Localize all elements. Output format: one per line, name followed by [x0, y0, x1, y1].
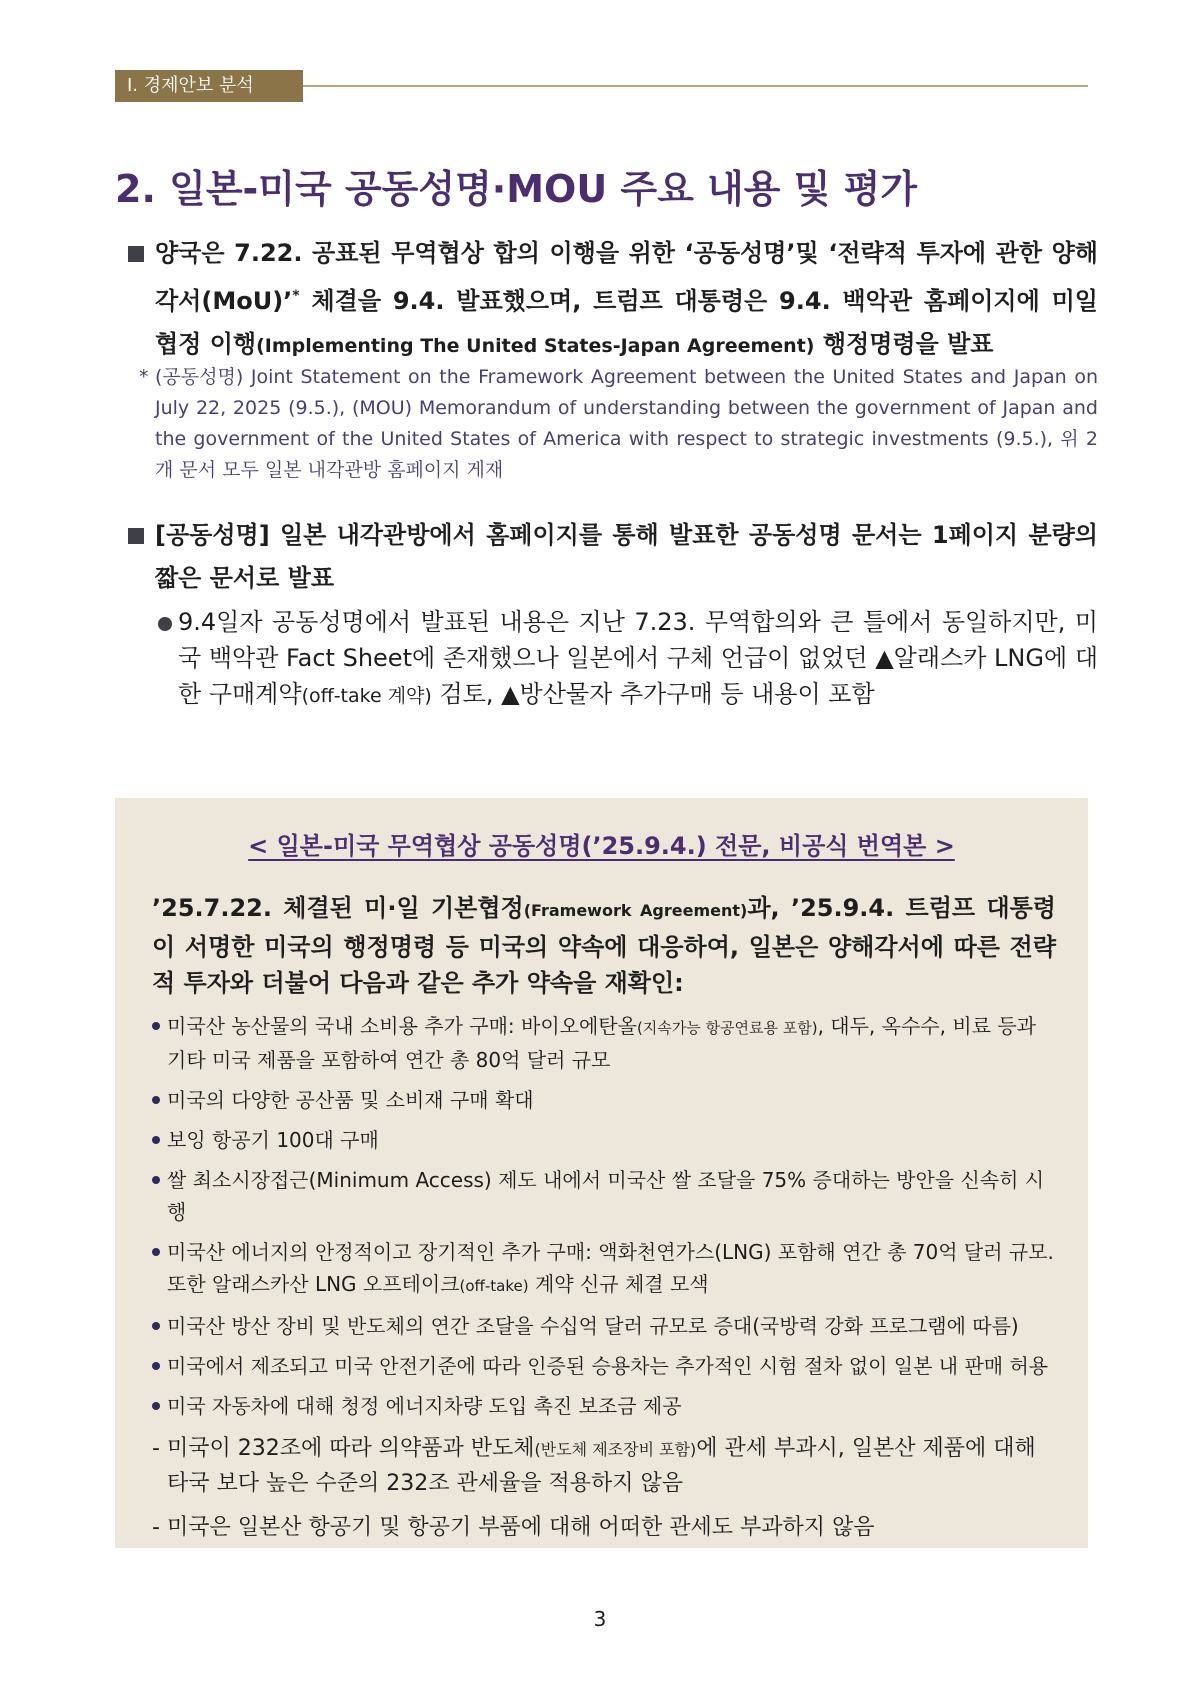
bullet-dot-icon	[152, 1362, 160, 1370]
footnote-star: *	[139, 366, 149, 388]
list-item: 보잉 항공기 100대 구매	[152, 1124, 1056, 1156]
list-item: 미국산 농산물의 국내 소비용 추가 구매: 바이오에탄올(지속가능 항공연료용 포함), 대두, 옥수수, 비료 등과 기타 미국 제품을 포함하여 연간 총 80억 달러 규모	[152, 1010, 1056, 1076]
bullet-dot-icon	[152, 1322, 160, 1330]
square-bullet-icon	[128, 246, 144, 262]
sub-bullet-part2: 검토, ▲방산물자 추가구매 등 내용이 포함	[431, 680, 875, 708]
box-intro-small: (Framework Agreement)	[523, 901, 748, 920]
box-intro-part1: ’25.7.22. 체결된 미·일 기본협정	[152, 894, 524, 922]
box-intro	[152, 890, 1056, 1001]
dash-mark-icon: -	[152, 1436, 160, 1461]
list-item: 미국의 다양한 공산품 및 소비재 구매 확대	[152, 1084, 1056, 1116]
bullet-dot-icon	[152, 1176, 160, 1184]
dash-item: - 미국이 232조에 따라 의약품과 반도체(반도체 제조장비 포함)에 관세 부과시, 일본산 제품에 대해 타국 보다 높은 수준의 232조 관세율을 적용하지 않음	[152, 1432, 1056, 1501]
section-tag: Ⅰ. 경제안보 분석	[115, 70, 303, 102]
sub-bullet-text	[178, 604, 1098, 714]
box-title: < 일본-미국 무역협상 공동성명(’25.9.4.) 전문, 비공식 번역본 >	[248, 832, 955, 860]
bullet-dot-icon	[152, 1096, 160, 1104]
dash-mark-icon: -	[152, 1515, 160, 1540]
bullet-2-text: [공동성명] 일본 내각관방에서 홈페이지를 통해 발표한 공동성명 문서는 1페이지 분량의 짧은 문서로 발표	[155, 521, 1098, 592]
bullet-1-part1: 양국은 7.22. 공표된 무역협상 합의 이행을 위한 ‘공동성명’및 ‘전략적 투자에 관한 양해각서(MoU)’	[155, 239, 1098, 315]
commitment-list	[152, 1010, 1056, 1545]
bullet-1	[128, 232, 1098, 368]
bullet-1-text	[155, 232, 1098, 368]
bullet-dot-icon	[152, 1402, 160, 1410]
bullet-1-part2: 체결을 9.4. 발표했으며, 트럼프 대통령은 9.4. 백악관 홈페이지에 미일 협정 이행	[155, 287, 1098, 358]
bullet-dot-icon	[152, 1248, 160, 1256]
list-item: 미국에서 제조되고 미국 안전기준에 따라 인증된 승용차는 추가적인 시험 절차 없이 일본 내 판매 허용	[152, 1350, 1056, 1382]
box-intro-part2: 과, ’25.9.4. 트럼프 대통령이 서명한 미국의 행정명령 등 미국의 약속에 대응하여, 일본은 양해각서에 따른 전략적 투자와 더불어 다음과 같은 추가 약속을 재확인:	[152, 894, 1056, 997]
bullet-2	[128, 514, 1098, 600]
list-item: 미국산 에너지의 안정적이고 장기적인 추가 구매: 액화천연가스(LNG) 포함해 연간 총 70억 달러 규모. 또한 알래스카산 LNG 오프테이크(off-take) 계약 신규 체결 모색	[152, 1236, 1056, 1302]
round-bullet-icon	[158, 617, 172, 631]
footnote	[139, 362, 1098, 486]
bullet-dot-icon	[152, 1022, 160, 1030]
list-item: 쌀 최소시장접근(Minimum Access) 제도 내에서 미국산 쌀 조달을 75% 증대하는 방안을 신속히 시행	[152, 1164, 1056, 1228]
list-item: 미국산 방산 장비 및 반도체의 연간 조달을 수십억 달러 규모로 증대(국방력 강화 프로그램에 따름)	[152, 1310, 1056, 1342]
square-bullet-icon	[128, 528, 144, 544]
bullet-1-part3: 행정명령을 발표	[814, 330, 994, 358]
translation-box	[115, 798, 1088, 1548]
page-number: 3	[593, 1607, 607, 1631]
footnote-text: (공동성명) Joint Statement on the Framework Agreement between the United States and Japan on July 22, 2025 (9.5.), (MOU) Memorandum of understanding between the government of Japan and the government of the United States of America with respect to strategic investments (9.5.), 위 2개 문서 모두 일본 내각관방 홈페이지 게재	[155, 366, 1098, 481]
list-item: 미국 자동차에 대해 청정 에너지차량 도입 촉진 보조금 제공	[152, 1390, 1056, 1422]
sub-bullet-part1: 9.4일자 공동성명에서 발표된 내용은 지난 7.23. 무역합의와 큰 틀에서 동일하지만, 미국 백악관 Fact Sheet에 존재했으나 일본에서 구체 언급이 없었던 ▲알래스카 LNG에 대한 구매계약	[178, 608, 1098, 708]
sub-bullet-small: (off-take 계약)	[301, 685, 432, 707]
header-rule	[303, 85, 1088, 87]
dash-item: - 미국은 일본산 항공기 및 항공기 부품에 대해 어떠한 관세도 부과하지 않음	[152, 1511, 1056, 1545]
bullet-1-english: (Implementing The United States-Japan Agreement)	[256, 335, 815, 357]
page-title: 2. 일본-미국 공동성명·MOU 주요 내용 및 평가	[115, 167, 918, 211]
footnote-marker: *	[292, 288, 300, 304]
sub-bullet	[158, 604, 1098, 714]
bullet-dot-icon	[152, 1136, 160, 1144]
